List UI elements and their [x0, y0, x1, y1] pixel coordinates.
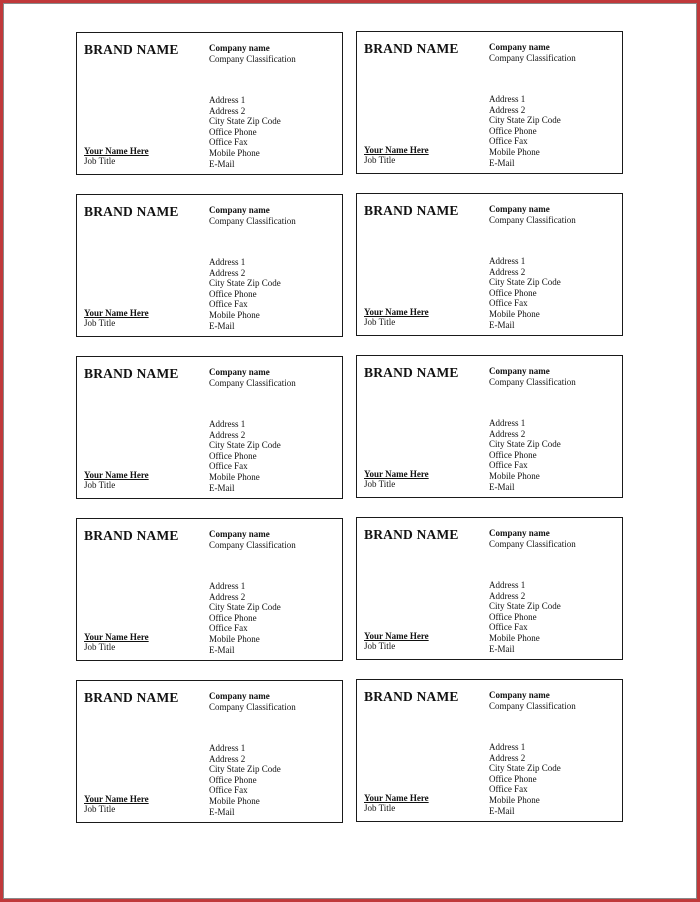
company-name: Company name [209, 691, 270, 701]
person-name: Your Name Here [84, 308, 149, 318]
company-classification: Company Classification [209, 54, 296, 64]
business-card-3 [76, 194, 343, 337]
address-line-1: Address 1 [489, 256, 526, 266]
mobile-phone: Mobile Phone [489, 632, 540, 643]
brand-name: BRAND NAME [84, 690, 179, 705]
mobile-phone: Mobile Phone [209, 147, 260, 158]
contact-details [209, 419, 281, 493]
office-fax: Office Fax [489, 136, 528, 147]
company-classification: Company Classification [209, 540, 296, 550]
job-title: Job Title [84, 318, 116, 328]
office-fax: Office Fax [209, 137, 248, 148]
address-line-1: Address 1 [209, 257, 246, 267]
company-classification: Company Classification [209, 378, 296, 388]
brand-name: BRAND NAME [364, 527, 459, 542]
email: E-Mail [489, 157, 515, 168]
brand-name: BRAND NAME [364, 365, 459, 380]
office-phone: Office Phone [489, 287, 537, 298]
office-fax: Office Fax [209, 785, 248, 796]
office-fax: Office Fax [209, 299, 248, 310]
person-name: Your Name Here [364, 307, 429, 317]
office-fax: Office Fax [489, 460, 528, 471]
office-phone: Office Phone [209, 126, 257, 137]
contact-details [209, 95, 281, 169]
city-state-zip: City State Zip Code [209, 764, 281, 775]
email: E-Mail [209, 320, 235, 331]
job-title: Job Title [84, 642, 116, 652]
office-phone: Office Phone [489, 611, 537, 622]
office-fax: Office Fax [209, 461, 248, 472]
company-classification: Company Classification [489, 701, 576, 711]
address-line-1: Address 1 [209, 743, 246, 753]
brand-name: BRAND NAME [364, 41, 459, 56]
address-line-2: Address 2 [489, 752, 526, 763]
contact-details [489, 742, 561, 816]
office-phone: Office Phone [209, 450, 257, 461]
city-state-zip: City State Zip Code [209, 440, 281, 451]
address-line-2: Address 2 [489, 590, 526, 601]
company-name: Company name [489, 366, 550, 376]
address-line-1: Address 1 [489, 94, 526, 104]
address-line-1: Address 1 [209, 419, 246, 429]
company-classification: Company Classification [209, 702, 296, 712]
brand-name: BRAND NAME [364, 689, 459, 704]
contact-details [489, 256, 561, 330]
office-phone: Office Phone [209, 288, 257, 299]
office-fax: Office Fax [489, 298, 528, 309]
email: E-Mail [209, 806, 235, 817]
business-card-5 [76, 356, 343, 499]
contact-details [489, 94, 561, 168]
address-line-2: Address 2 [489, 266, 526, 277]
job-title: Job Title [84, 156, 116, 166]
job-title: Job Title [364, 479, 396, 489]
person-name: Your Name Here [364, 469, 429, 479]
email: E-Mail [489, 481, 515, 492]
company-name: Company name [489, 528, 550, 538]
business-card-10 [356, 679, 623, 822]
email: E-Mail [209, 158, 235, 169]
city-state-zip: City State Zip Code [209, 116, 281, 127]
job-title: Job Title [364, 155, 396, 165]
job-title: Job Title [84, 480, 116, 490]
person-name: Your Name Here [364, 793, 429, 803]
address-line-1: Address 1 [209, 95, 246, 105]
email: E-Mail [489, 319, 515, 330]
email: E-Mail [209, 644, 235, 655]
office-fax: Office Fax [209, 623, 248, 634]
city-state-zip: City State Zip Code [489, 439, 561, 450]
company-name: Company name [489, 690, 550, 700]
mobile-phone: Mobile Phone [209, 795, 260, 806]
contact-details [489, 418, 561, 492]
city-state-zip: City State Zip Code [209, 602, 281, 613]
address-line-1: Address 1 [489, 580, 526, 590]
mobile-phone: Mobile Phone [489, 470, 540, 481]
business-card-9 [76, 680, 343, 823]
mobile-phone: Mobile Phone [489, 146, 540, 157]
mobile-phone: Mobile Phone [209, 309, 260, 320]
company-name: Company name [209, 529, 270, 539]
person-name: Your Name Here [364, 145, 429, 155]
company-classification: Company Classification [489, 539, 576, 549]
address-line-1: Address 1 [489, 418, 526, 428]
address-line-2: Address 2 [209, 429, 246, 440]
city-state-zip: City State Zip Code [489, 601, 561, 612]
company-classification: Company Classification [489, 377, 576, 387]
contact-details [209, 743, 281, 817]
city-state-zip: City State Zip Code [489, 277, 561, 288]
mobile-phone: Mobile Phone [209, 633, 260, 644]
email: E-Mail [209, 482, 235, 493]
business-card-4 [356, 193, 623, 336]
mobile-phone: Mobile Phone [489, 308, 540, 319]
office-phone: Office Phone [489, 773, 537, 784]
office-fax: Office Fax [489, 784, 528, 795]
address-line-2: Address 2 [209, 591, 246, 602]
company-name: Company name [209, 43, 270, 53]
company-classification: Company Classification [209, 216, 296, 226]
business-card-1 [76, 32, 343, 175]
office-fax: Office Fax [489, 622, 528, 633]
job-title: Job Title [84, 804, 116, 814]
city-state-zip: City State Zip Code [209, 278, 281, 289]
person-name: Your Name Here [364, 631, 429, 641]
address-line-2: Address 2 [489, 104, 526, 115]
company-name: Company name [209, 205, 270, 215]
company-name: Company name [209, 367, 270, 377]
person-name: Your Name Here [84, 632, 149, 642]
office-phone: Office Phone [489, 125, 537, 136]
address-line-2: Address 2 [209, 105, 246, 116]
address-line-2: Address 2 [209, 267, 246, 278]
city-state-zip: City State Zip Code [489, 763, 561, 774]
contact-details [209, 257, 281, 331]
mobile-phone: Mobile Phone [489, 794, 540, 805]
company-name: Company name [489, 204, 550, 214]
email: E-Mail [489, 805, 515, 816]
mobile-phone: Mobile Phone [209, 471, 260, 482]
job-title: Job Title [364, 317, 396, 327]
address-line-1: Address 1 [209, 581, 246, 591]
brand-name: BRAND NAME [84, 204, 179, 219]
job-title: Job Title [364, 641, 396, 651]
brand-name: BRAND NAME [84, 42, 179, 57]
office-phone: Office Phone [209, 774, 257, 785]
office-phone: Office Phone [209, 612, 257, 623]
address-line-1: Address 1 [489, 742, 526, 752]
business-card-2 [356, 31, 623, 174]
person-name: Your Name Here [84, 794, 149, 804]
business-card-8 [356, 517, 623, 660]
business-card-7 [76, 518, 343, 661]
address-line-2: Address 2 [209, 753, 246, 764]
contact-details [209, 581, 281, 655]
person-name: Your Name Here [84, 146, 149, 156]
city-state-zip: City State Zip Code [489, 115, 561, 126]
company-classification: Company Classification [489, 53, 576, 63]
company-classification: Company Classification [489, 215, 576, 225]
business-card-6 [356, 355, 623, 498]
address-line-2: Address 2 [489, 428, 526, 439]
office-phone: Office Phone [489, 449, 537, 460]
brand-name: BRAND NAME [84, 366, 179, 381]
company-name: Company name [489, 42, 550, 52]
job-title: Job Title [364, 803, 396, 813]
brand-name: BRAND NAME [364, 203, 459, 218]
brand-name: BRAND NAME [84, 528, 179, 543]
email: E-Mail [489, 643, 515, 654]
contact-details [489, 580, 561, 654]
person-name: Your Name Here [84, 470, 149, 480]
